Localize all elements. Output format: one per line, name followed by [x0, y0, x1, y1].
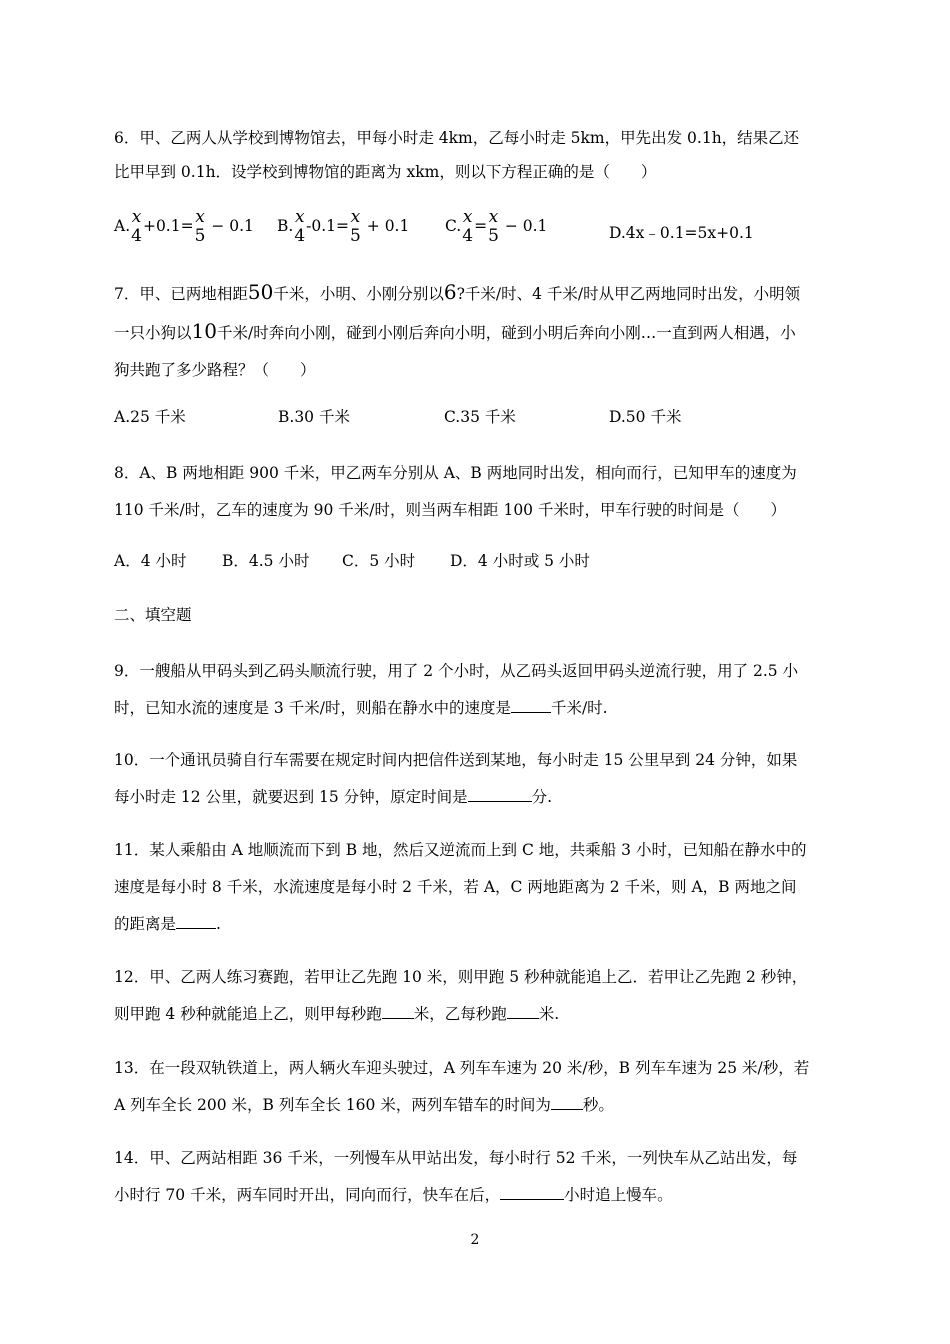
question-7: [114, 274, 838, 389]
q12-line-2: 则甲跑 4 秒种就能追上乙，则甲每秒跑 米，乙每秒跑 米.: [114, 1005, 560, 1023]
q8-option-c[interactable]: C．5 小时: [342, 552, 416, 570]
q13-line-2: A 列车全长 200 米，B 列车全长 160 米，两列车错车的时间为 秒。: [114, 1096, 614, 1114]
answer-blank[interactable]: [176, 914, 216, 929]
q8-option-a[interactable]: A．4 小时: [114, 552, 187, 570]
q6-option-b[interactable]: [277, 208, 409, 246]
section-heading: 二、填空题: [114, 606, 192, 624]
answer-blank[interactable]: [511, 698, 551, 713]
q12-line-1: 12．甲、乙两人练习赛跑，若甲让乙先跑 10 米，则甲跑 5 秒种就能追上乙．若甲让乙先跑 2 秒钟，: [114, 968, 808, 986]
question-11: [114, 832, 838, 943]
fraction: x 4: [462, 207, 474, 246]
q13-line-1: 13．在一段双轨铁道上，两人辆火车迎头驶过，A 列车车速为 20 米/秒，B 列车车速为 25 米/秒，若: [114, 1059, 810, 1077]
q11-line-3: 的距离是 .: [114, 915, 221, 933]
question-10: [114, 742, 838, 816]
fraction: x 4: [294, 207, 306, 246]
question-13: [114, 1050, 838, 1124]
option-label: A.: [114, 217, 131, 235]
q11-line-1: 11．某人乘船由 A 地顺流而下到 B 地，然后又逆流而上到 C 地，共乘船 3 小时，已知船在静水中的: [114, 841, 807, 859]
answer-blank[interactable]: [507, 1004, 539, 1019]
fraction: x 4: [131, 207, 142, 246]
q6-option-d[interactable]: D.4x﹣0.1=5x+0.1: [609, 224, 754, 242]
fraction: x 5: [488, 207, 499, 246]
q14-line-1: 14．甲、乙两站相距 36 千米，一列慢车从甲站出发，每小时行 52 千米，一列快车从乙站出发，每: [114, 1149, 798, 1167]
q8-options: [114, 549, 838, 573]
option-text: − 0.1: [499, 217, 548, 235]
q6-line-1: 6．甲、乙两人从学校到博物馆去，甲每小时走 4km，乙每小时走 5km，甲先出发 0.1h，结果乙还: [114, 129, 800, 147]
q6-line-2: 比甲早到 0.1h．设学校到博物馆的距离为 xkm，则以下方程正确的是（ ）: [114, 163, 657, 181]
q8-line-2: 110 千米/时，乙车的速度为 90 千米/时，则当两车相距 100 千米时，甲车行驶的时间是（ ）: [114, 501, 786, 519]
q8-line-1: 8．A、B 两地相距 900 千米，甲乙两车分别从 A、B 两地同时出发，相向而行，已知甲车的速度为: [114, 464, 797, 482]
q6-option-c[interactable]: [445, 208, 547, 246]
option-text: -0.1=: [306, 217, 350, 235]
answer-blank[interactable]: [551, 1095, 583, 1110]
q6-option-a[interactable]: [114, 208, 254, 246]
question-14: [114, 1140, 838, 1214]
q8-option-b[interactable]: B．4.5 小时: [222, 552, 310, 570]
option-text: +0.1=: [142, 217, 194, 235]
q7-options: [114, 405, 838, 429]
q9-line-2: 时，已知水流的速度是 3 千米/时，则船在静水中的速度是 千米/时.: [114, 699, 608, 717]
option-label: B.: [277, 217, 294, 235]
answer-blank[interactable]: [500, 1185, 564, 1200]
answer-blank[interactable]: [382, 1004, 414, 1019]
fraction: x 5: [194, 207, 206, 246]
question-12: [114, 959, 838, 1033]
q7-line-2: 一只小狗以10千米/时奔向小刚，碰到小刚后奔向小明，碰到小明后奔向小刚…一直到两人相遇，小: [114, 319, 796, 343]
option-text: − 0.1: [206, 217, 254, 235]
q10-line-1: 10．一个通讯员骑自行车需要在规定时间内把信件送到某地，每小时走 15 公里早到 24 分钟，如果: [114, 751, 798, 769]
question-6: [114, 123, 838, 187]
q9-line-1: 9．一艘船从甲码头到乙码头顺流行驶，用了 2 个小时，从乙码头返回甲码头逆流行驶，用了 2.5 小: [114, 662, 799, 680]
q8-option-d[interactable]: D．4 小时或 5 小时: [450, 552, 590, 570]
q7-line-1: 7．甲、已两地相距50千米，小明、小刚分别以6?千米/时、4 千米/时从甲乙两地同时出发，小明领: [114, 280, 801, 304]
q7-option-c[interactable]: C.35 千米: [444, 408, 516, 426]
q11-line-2: 速度是每小时 8 千米，水流速度是每小时 2 千米，若 A，C 两地距离为 2 千米，则 A，B 两地之间: [114, 878, 797, 896]
page-number: 2: [470, 1232, 480, 1248]
q7-option-d[interactable]: D.50 千米: [609, 408, 682, 426]
question-8: [114, 455, 838, 529]
option-text: =: [474, 217, 488, 235]
option-text: + 0.1: [361, 217, 410, 235]
question-9: [114, 653, 838, 727]
q7-line-3: 狗共跑了多少路程？（ ）: [114, 361, 316, 379]
q14-line-2: 小时行 70 千米，两车同时开出，同向而行，快车在后， 小时追上慢车。: [114, 1186, 673, 1204]
q7-option-a[interactable]: A.25 千米: [114, 408, 186, 426]
fraction: x 5: [350, 207, 361, 246]
answer-blank[interactable]: [468, 787, 532, 802]
q10-line-2: 每小时走 12 公里，就要迟到 15 分钟，原定时间是 分.: [114, 788, 553, 806]
q6-options: [114, 208, 838, 250]
option-label: C.: [445, 217, 462, 235]
q7-option-b[interactable]: B.30 千米: [278, 408, 350, 426]
